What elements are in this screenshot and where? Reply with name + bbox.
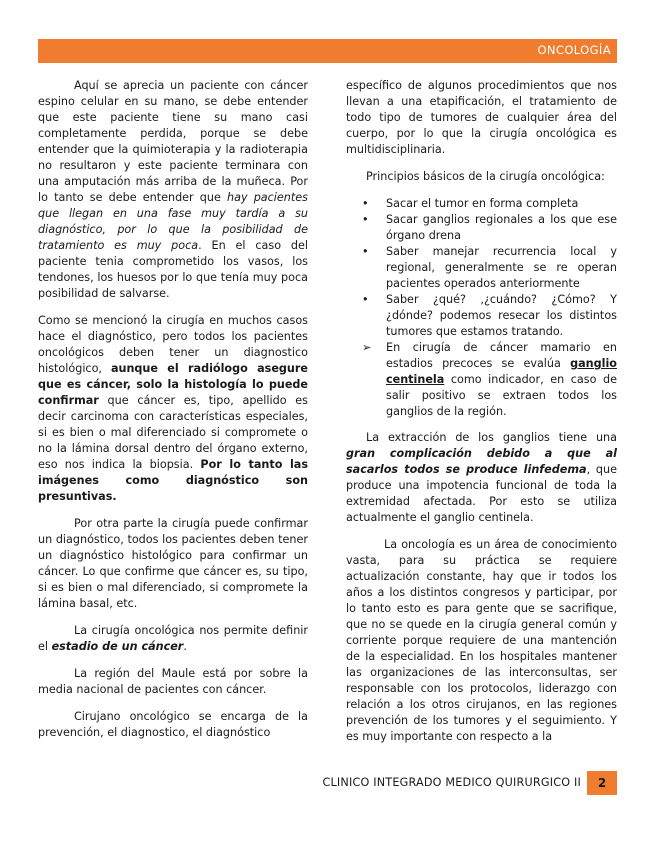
bold-text: aunque el radiólogo asegure que es cáncer, solo la histología lo puede confirmar [38, 362, 308, 407]
right-column [346, 78, 617, 756]
arrow-bullet-icon: ➢ [362, 341, 372, 354]
bold-italic-text: estadio de un cáncer [51, 640, 184, 653]
list-item [346, 292, 617, 340]
list-item-text: Saber manejar recurrencia local y regional, generalmente se re operan pacientes operados anteriormente [386, 245, 617, 290]
list-item [346, 340, 617, 420]
bold-text: Por lo tanto las imágenes como diagnóstico son presuntivas. [38, 458, 308, 503]
course-title: CLINICO INTEGRADO MEDICO QUIRURGICO II [322, 776, 581, 789]
text: . [183, 640, 187, 653]
bullet-icon: • [362, 213, 369, 226]
text: La cirugía oncológica nos permite definir el [38, 624, 308, 653]
bullet-icon: • [362, 197, 369, 210]
bullet-icon: • [362, 245, 369, 258]
bullet-icon: • [362, 293, 369, 306]
paragraph: específico de algunos procedimientos que nos llevan a una etapificación, el tratamiento de todo tipo de tumores de cualquier área del cuerpo, por lo que la cirugía oncológica es multidisciplinaria. [346, 79, 617, 156]
list-item-text: Saber ¿qué? ,¿cuándo? ¿Cómo? Y ¿dónde? podemos resecar los distintos tumores que estamos tratando. [386, 293, 617, 338]
paragraph [38, 78, 308, 302]
header-bar [38, 39, 617, 63]
paragraph [38, 623, 308, 655]
list-item [346, 196, 617, 212]
list-item-text: Sacar el tumor en forma completa [386, 197, 579, 210]
list-item [346, 212, 617, 244]
text: , que produce una impotencia funcional de toda la extremidad afectada. Por esto se utiliza actualmente el ganglio centinela. [346, 463, 617, 524]
list-item-text: Sacar ganglios regionales a los que ese órgano drena [386, 213, 617, 242]
paragraph [346, 430, 617, 526]
text: Aquí se aprecia un paciente con cáncer espino celular en su mano, se debe entender que este paciente tiene su mano casi completamente perdida, porque se debe entender que la quimioterapia y la radioterapia no resultaron y este paciente terminara con una amputación más arriba de la muñeca. Por lo tanto se debe entender que [38, 79, 308, 204]
italic-text: hay pacientes que llegan en una fase muy tardía a su diagnóstico, por lo que la posibilidad de tratamiento es muy poca [38, 191, 308, 252]
bold-italic-text: gran complicación debido a que al sacarlos todos se produce linfedema [346, 447, 617, 476]
text: Como se mencionó la cirugía en muchos casos hace el diagnóstico, pero todos los pacientes oncológicos deben tener un diagnostico histológico, [38, 314, 308, 375]
text: como indicador, en caso de salir positivo se extraen todos los ganglios de la región. [386, 373, 617, 418]
paragraph: Cirujano oncológico se encarga de la prevención, el diagnostico, el diagnóstico [38, 710, 308, 739]
text: En cirugía de cáncer mamario en estadios precoces se evalúa [386, 341, 617, 370]
text: . En el caso del paciente tenia comprometido los vasos, los tendones, los huesos por lo que tenía muy poca posibilidad de salvarse. [38, 239, 308, 300]
principles-list [346, 196, 617, 420]
bold-underlined-text: ganglio centinela [386, 357, 617, 386]
paragraph [38, 313, 308, 505]
paragraph: Principios básicos de la cirugía oncológica: [366, 170, 605, 183]
paragraph: La oncología es un área de conocimiento vasta, para su práctica se requiere actualización constante, hay que ir todos los años a los distintos congresos y participar, por lo tanto esto es para gente que se sacrifique, que no se quede en la cirugía general común y corriente porque requiere de una mantención de la especialidad. En los hospitales mantener las organizaciones de las interconsultas, ser responsable con los protocolos, liderazgo con relación a los otros cirujanos, en las regiones prevención de los tumores y el seguimiento. Y es muy importante con respecto a la [346, 538, 617, 743]
paragraph: La región del Maule está por sobre la media nacional de pacientes con cáncer. [38, 667, 308, 696]
text: que cáncer es, tipo, apellido es decir carcinoma con características especiales, si es bien o mal diferenciado si compromete o no la lámina dorsal dentro del órgano externo, eso nos indica la biopsia. [38, 394, 308, 471]
left-column [38, 78, 308, 752]
list-item [346, 244, 617, 292]
page-number: 2 [587, 771, 617, 795]
paragraph: Por otra parte la cirugía puede confirmar un diagnóstico, todos los pacientes deben tener un diagnóstico histológico para confirmar un cáncer. Lo que confirme que cáncer es, su tipo, si es bien o mal diferenciado, si compromete la lámina basal, etc. [38, 517, 308, 610]
section-title: ONCOLOGÍA [537, 43, 611, 57]
text: La extracción de los ganglios tiene una [366, 431, 617, 444]
